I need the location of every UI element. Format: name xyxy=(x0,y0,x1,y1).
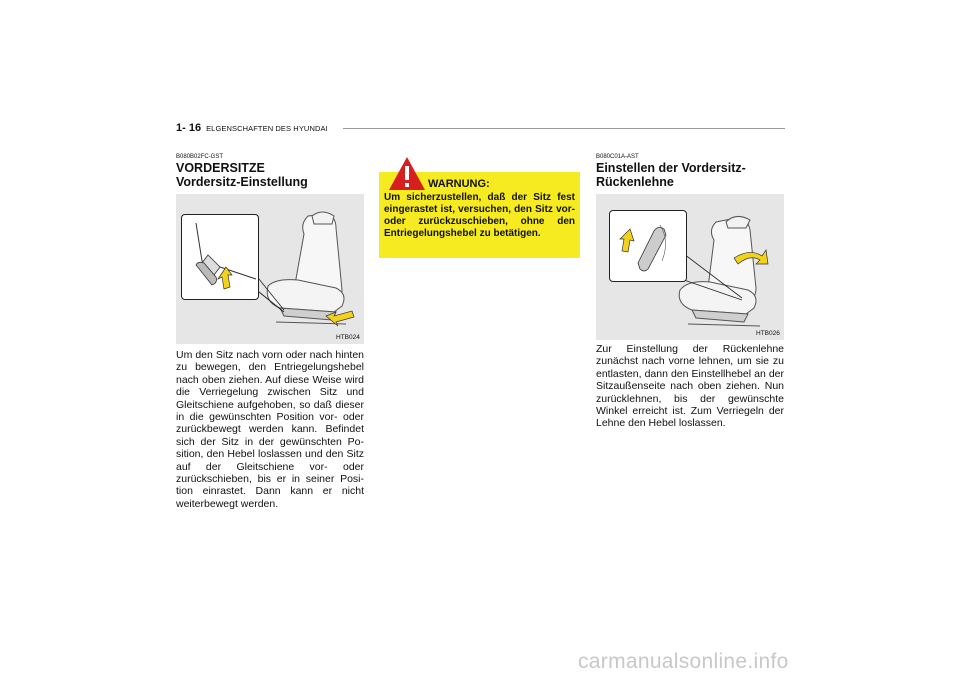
section-subheading: Rückenlehne xyxy=(596,175,674,189)
body-text: Um den Sitz nach vorn oder nach hinten zu bewegen, den Entriegelungshebel nach oben ziehen. Auf diese Weise wird die Verriegelung zwischen Sitz und Gleitschiene aufgehoben, so daß dieser in die gewünschten Position vor- oder zurückbewegt werden kann. Befindet sich der Sitz in der gewünschten Po-sition, den Hebel loslassen und den Sitz auf der Gleitschiene vor- oder zurückschieben, bis er in seiner Posi-tion einrastet. Dann kann er nicht weiterbewegt werden. xyxy=(176,349,364,510)
figure-label: HTB024 xyxy=(336,334,360,341)
section-heading: VORDERSITZE xyxy=(176,161,265,175)
header-rule xyxy=(343,128,785,129)
page-header xyxy=(176,122,328,134)
seat-slide-figure xyxy=(176,194,364,344)
section-code: B080B02FC-GST xyxy=(176,154,224,160)
recline-lever-illustration xyxy=(610,211,686,281)
lever-callout xyxy=(609,210,687,282)
page-number: 1- 16 xyxy=(176,122,202,134)
section-title: ELGENSCHAFTEN DES HYUNDAI xyxy=(206,124,328,133)
section-subheading: Vordersitz-Einstellung xyxy=(176,175,308,189)
lever-callout xyxy=(181,214,259,300)
seatback-figure xyxy=(596,194,784,340)
section-code: B080C01A-AST xyxy=(596,154,639,160)
lever-detail-illustration xyxy=(182,215,258,299)
warning-icon xyxy=(388,156,426,197)
body-text: Zur Einstellung der Rückenlehne zunächst nach vorne lehnen, um sie zu entlasten, dann den Einstellhebel an der Sitzaußenseite nach oben ziehen. Nun zurücklehnen, bis der gewünschte Winkel erreicht ist. Zum Verriegeln der Lehne den Hebel loslassen. xyxy=(596,343,784,430)
section-heading: Einstellen der Vordersitz- xyxy=(596,161,746,175)
warning-title: WARNUNG: xyxy=(428,178,490,190)
exclamation-triangle-icon xyxy=(388,156,426,192)
figure-label: HTB026 xyxy=(756,330,780,337)
warning-text: Um sicherzustellen, daß der Sitz fest eingerastet ist, versuchen, den Sitz vor- oder zurückzuschieben, ohne den Entriegelungshebel zu betätigen. xyxy=(384,192,575,239)
watermark: carmanualsonline.info xyxy=(578,650,789,673)
